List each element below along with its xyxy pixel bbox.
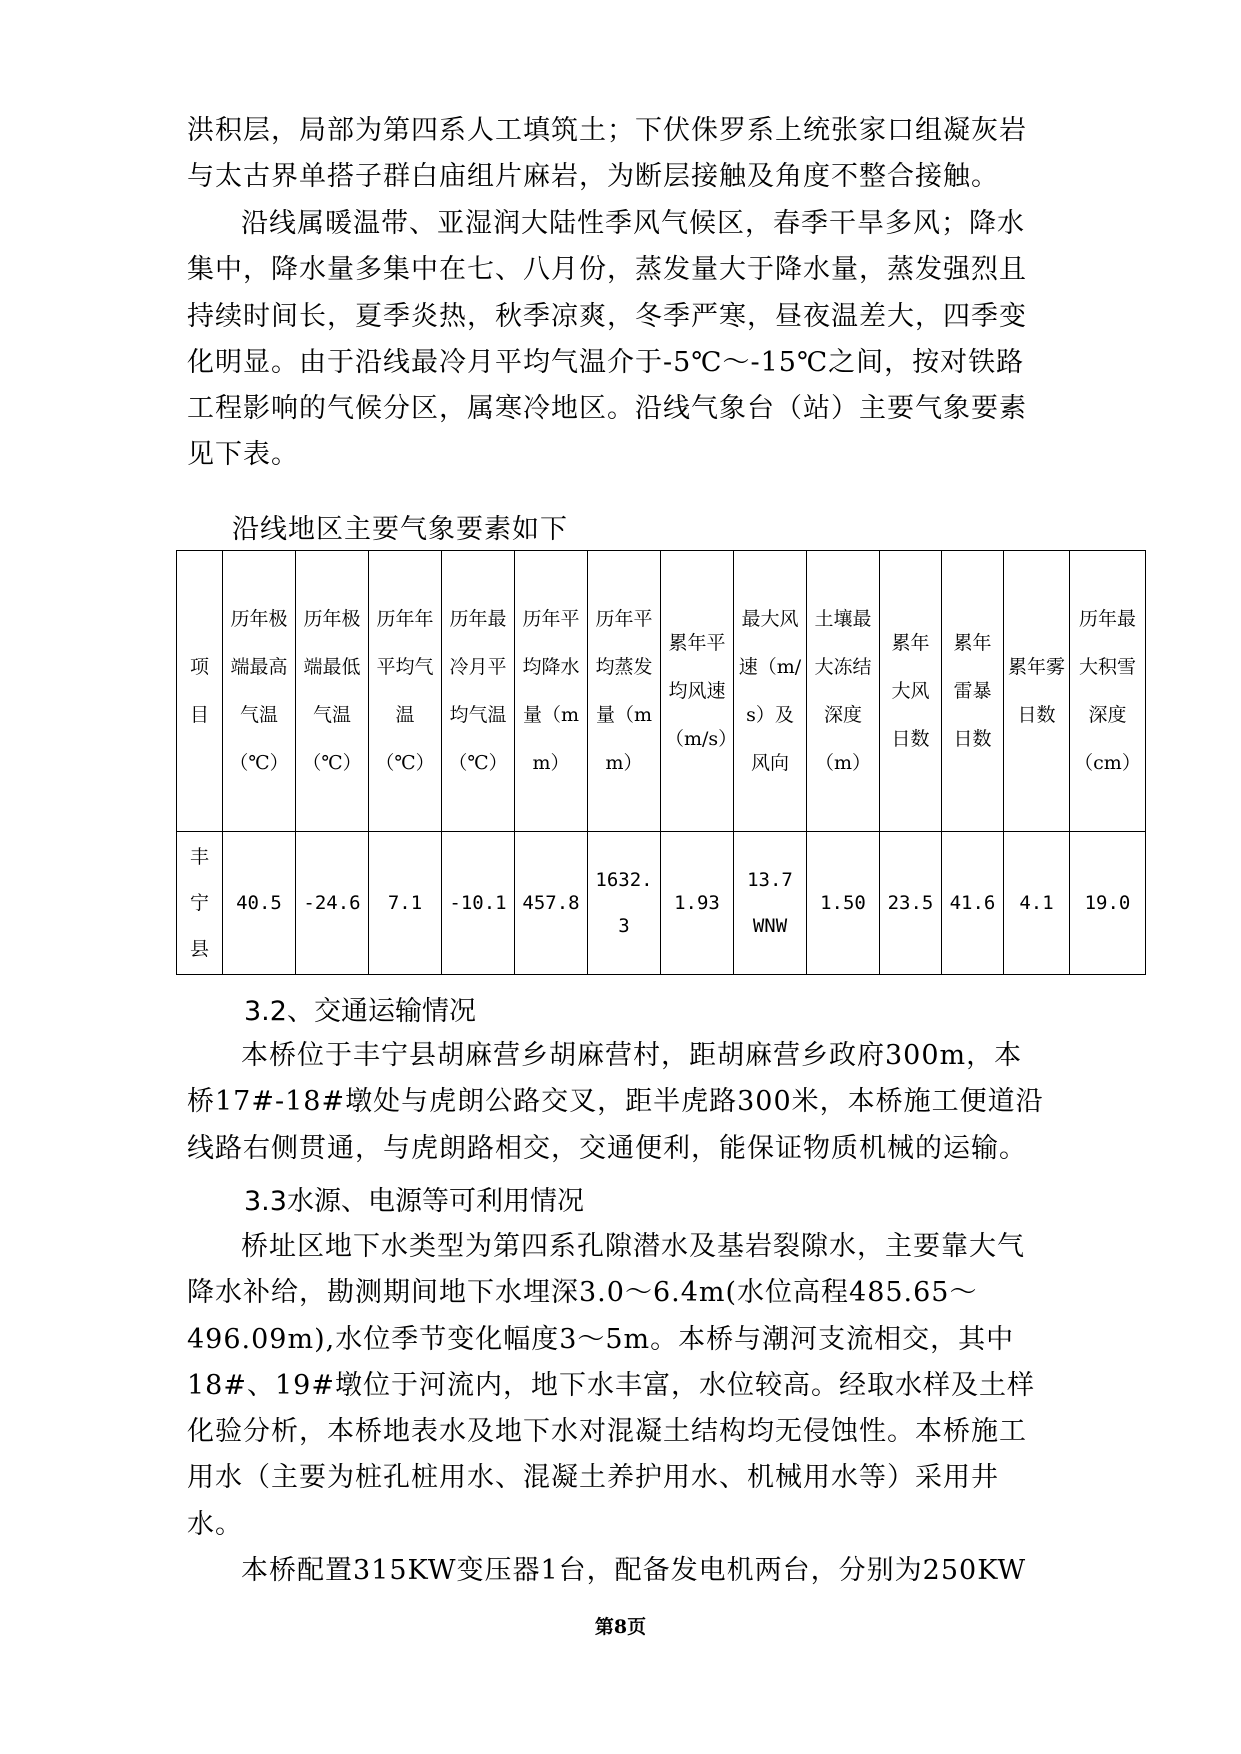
value-cell: -10.1	[442, 832, 515, 975]
value-cell: 13.7 WNW	[734, 832, 807, 975]
header-cell: 历年平均蒸发量（mm）	[588, 551, 661, 832]
header-cell: 历年最冷月平均气温（℃）	[442, 551, 515, 832]
section-heading-transport: 3.2、交通运输情况	[244, 996, 476, 1027]
value-cell: 1.93	[661, 832, 734, 975]
page-number: 第8页	[594, 1616, 647, 1638]
row-name-cell: 丰宁县	[177, 832, 223, 975]
header-cell: 最大风速（m/s）及风向	[734, 551, 807, 832]
table-header-row	[177, 551, 1146, 832]
paragraph-water: 桥址区地下水类型为第四系孔隙潜水及基岩裂隙水，主要靠大气降水补给，勘测期间地下水埋深3.0～6.4m(水位高程485.65～496.09m),水位季节变化幅度3～5m。本桥与潮河支流相交，其中18#、19#墩位于河流内，地下水丰富，水位较高。经取水样及土样化验分析，本桥地表水及地下水对混凝土结构均无侵蚀性。本桥施工用水（主要为桩孔桩用水、混凝土养护用水、机械用水等）采用井水。	[187, 1231, 1035, 1540]
header-cell: 累年大风日数	[880, 551, 942, 832]
value-cell: 41.6	[942, 832, 1004, 975]
value-cell: 457.8	[515, 832, 588, 975]
value-cell: 7.1	[369, 832, 442, 975]
value-cell: 1.50	[807, 832, 880, 975]
header-cell: 累年雾日数	[1004, 551, 1070, 832]
table-caption: 沿线地区主要气象要素如下	[232, 514, 568, 545]
value-cell: 4.1	[1004, 832, 1070, 975]
header-cell: 累年雷暴日数	[942, 551, 1004, 832]
value-cell: 23.5	[880, 832, 942, 975]
paragraph-power: 本桥配置315KW变压器1台，配备发电机两台，分别为250KW	[241, 1555, 1027, 1586]
table-row	[177, 832, 1146, 975]
header-cell: 历年平均降水量（mm）	[515, 551, 588, 832]
header-cell: 项目	[177, 551, 223, 832]
paragraph-geology: 洪积层，局部为第四系人工填筑土；下伏侏罗系上统张家口组凝灰岩与太古界单搭子群白庙组片麻岩，为断层接触及角度不整合接触。	[187, 115, 1027, 193]
header-cell: 土壤最大冻结深度（m）	[807, 551, 880, 832]
header-cell: 历年极端最低气温（℃）	[296, 551, 369, 832]
header-cell: 历年年平均气温（℃）	[369, 551, 442, 832]
weather-table	[176, 550, 1146, 975]
paragraph-climate: 沿线属暖温带、亚湿润大陆性季风气候区，春季干旱多风；降水集中，降水量多集中在七、八月份，蒸发量大于降水量，蒸发强烈且持续时间长，夏季炎热，秋季凉爽，冬季严寒，昼夜温差大，四季变化明显。由于沿线最冷月平均气温介于-5℃～-15℃之间，按对铁路工程影响的气候分区，属寒冷地区。沿线气象台（站）主要气象要素见下表。	[187, 208, 1027, 471]
header-cell: 累年平均风速（m/s）	[661, 551, 734, 832]
value-cell: -24.6	[296, 832, 369, 975]
section-heading-water-power: 3.3水源、电源等可利用情况	[244, 1186, 584, 1217]
header-cell: 历年最大积雪深度（cm）	[1070, 551, 1146, 832]
value-cell: 1632.3	[588, 832, 661, 975]
value-cell: 19.0	[1070, 832, 1146, 975]
header-cell: 历年极端最高气温（℃）	[223, 551, 296, 832]
value-cell: 40.5	[223, 832, 296, 975]
paragraph-transport: 本桥位于丰宁县胡麻营乡胡麻营村，距胡麻营乡政府300m，本桥17#-18#墩处与虎朗公路交叉，距半虎路300米，本桥施工便道沿线路右侧贯通，与虎朗路相交，交通便利，能保证物质机械的运输。	[187, 1040, 1044, 1164]
